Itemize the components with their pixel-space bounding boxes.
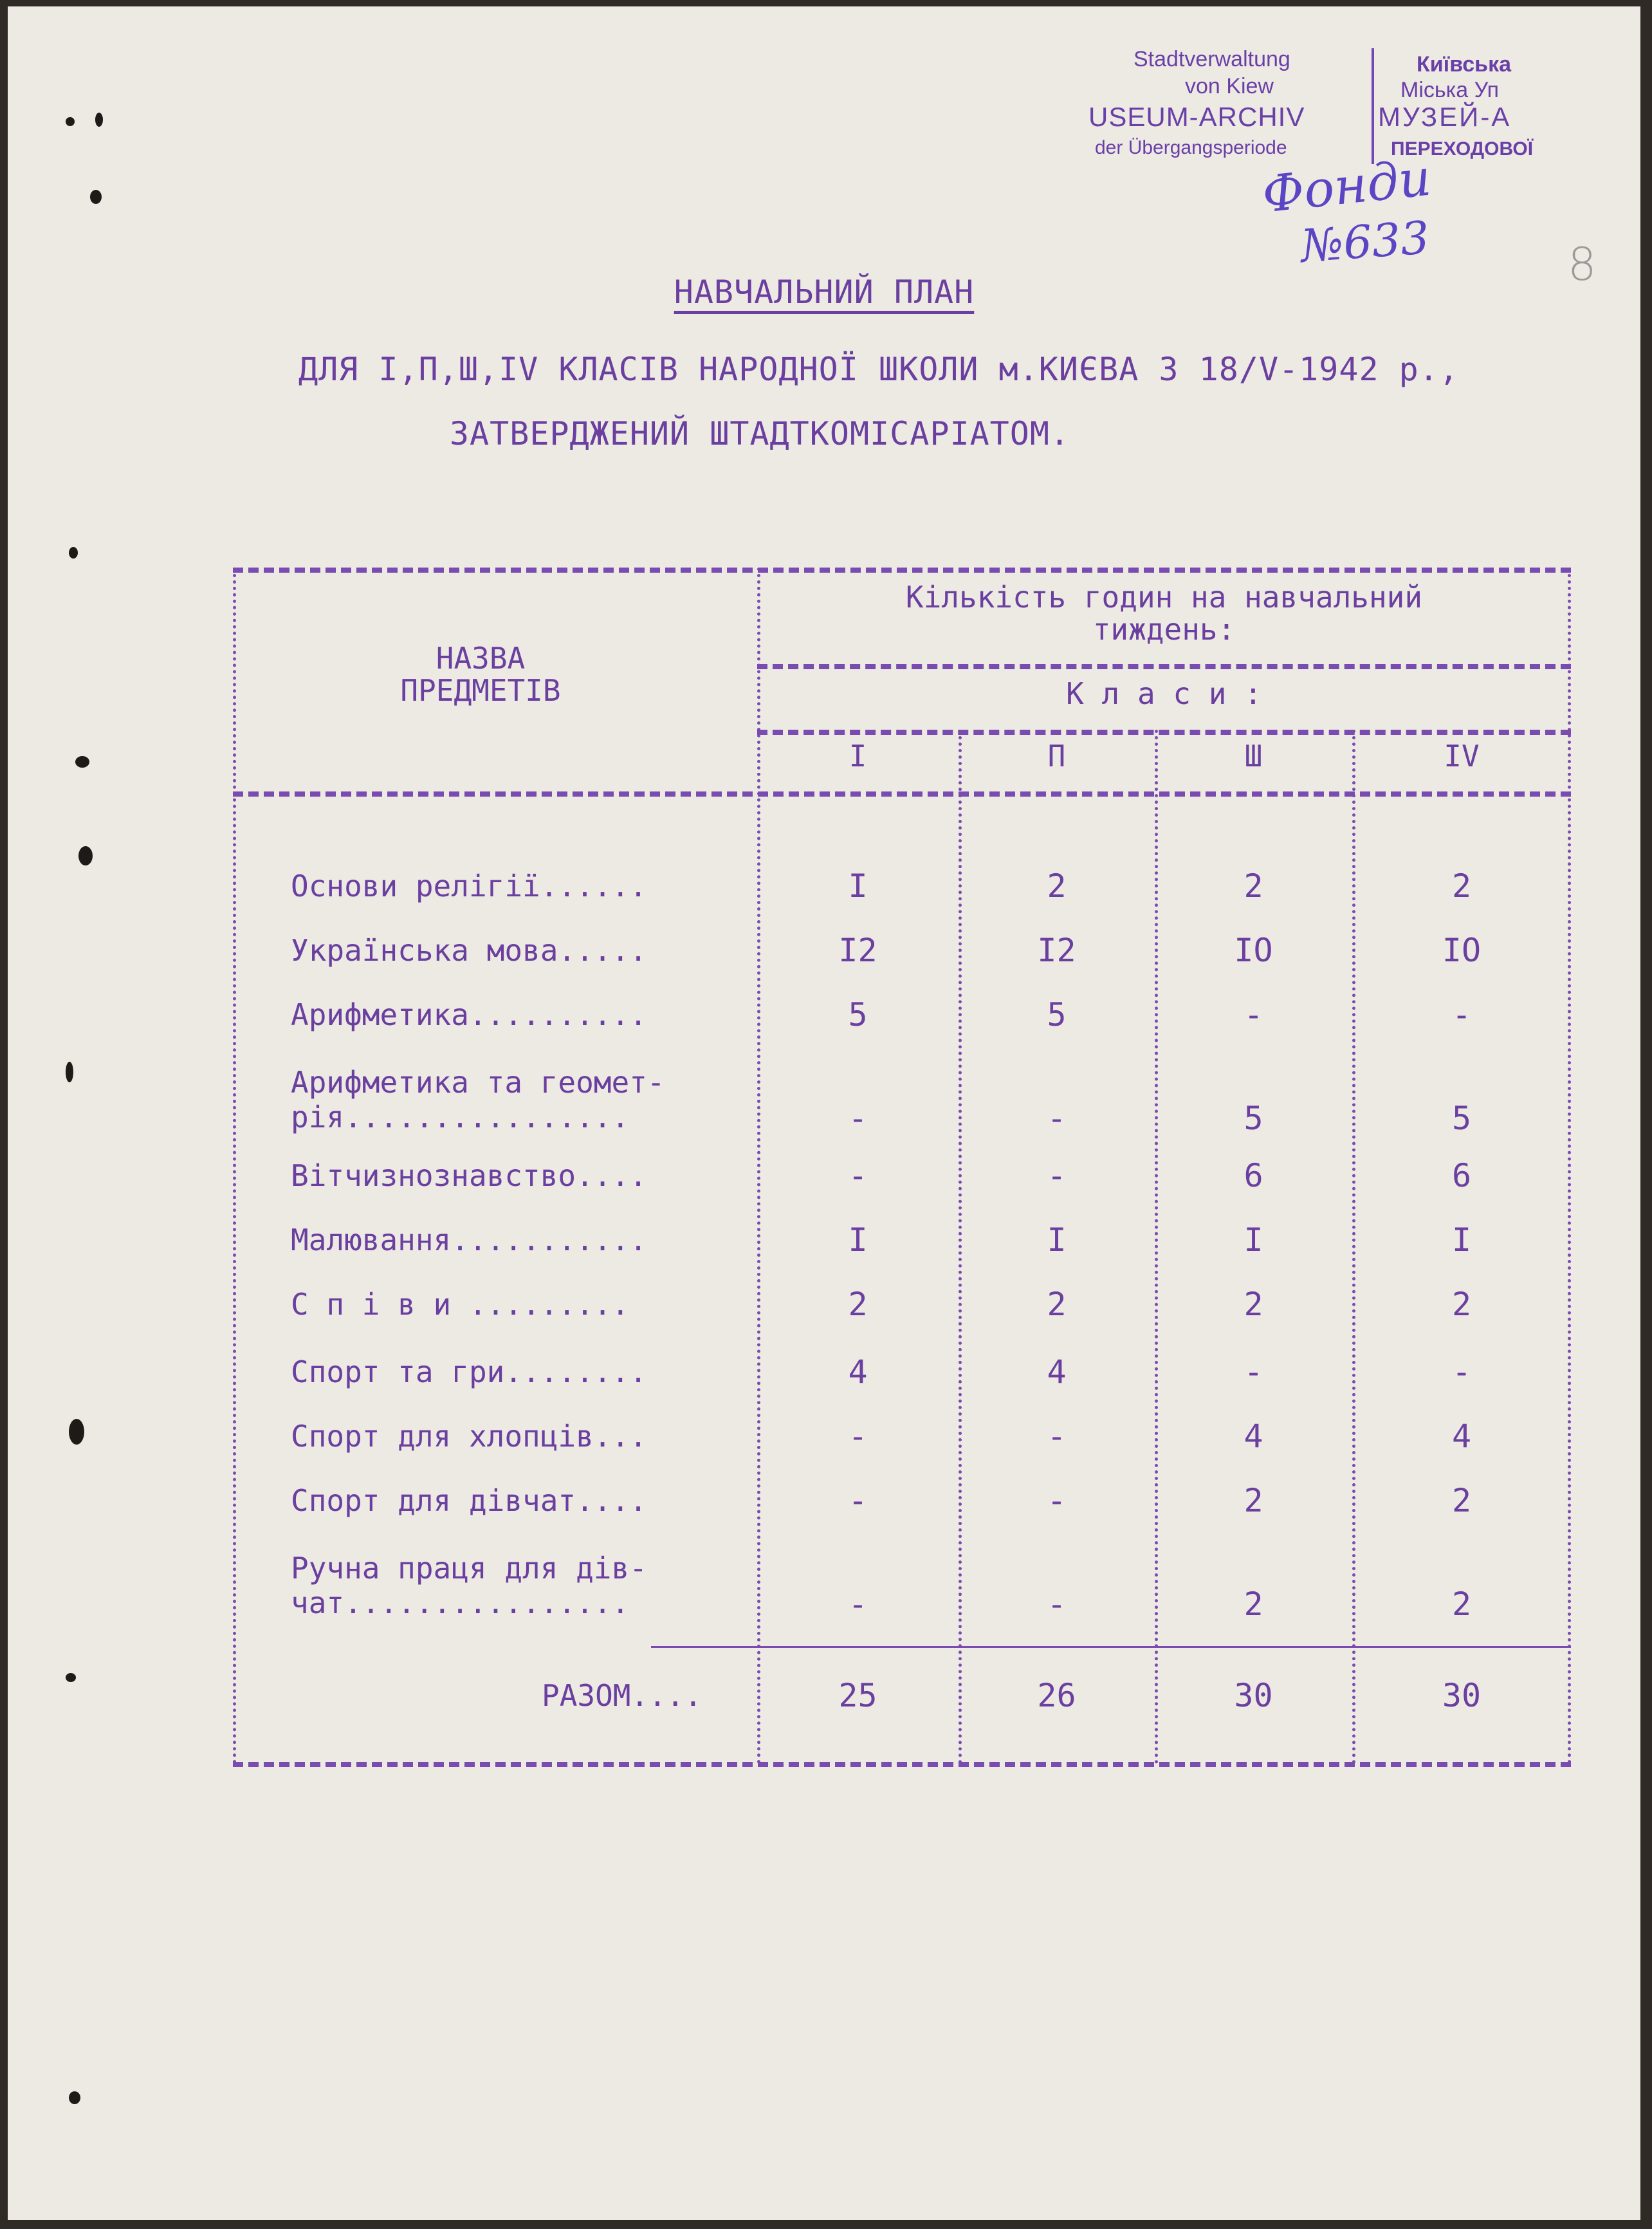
table-cell-hours: 4 bbox=[1451, 1418, 1472, 1455]
class-column-header: I bbox=[849, 739, 867, 773]
table-header-bottom-rule bbox=[233, 791, 1571, 797]
table-cell-hours: - bbox=[1451, 1353, 1472, 1391]
table-cell-hours: - bbox=[848, 1586, 868, 1623]
table-cell-hours: 2 bbox=[1047, 1286, 1067, 1323]
total-underline bbox=[651, 1646, 1571, 1648]
table-row-subject: Арифметика.......... bbox=[291, 997, 647, 1032]
table-cell-hours: - bbox=[1451, 996, 1472, 1033]
table-cell-hours: I bbox=[848, 867, 868, 905]
table-cell-hours: - bbox=[848, 1100, 868, 1137]
binding-hole bbox=[78, 846, 93, 865]
table-row-subject: рія................ bbox=[291, 1100, 630, 1134]
total-label: РАЗОМ.... bbox=[542, 1678, 702, 1713]
table-row-subject: Основи релігії...... bbox=[291, 869, 647, 903]
table-cell-hours: - bbox=[1047, 1418, 1067, 1455]
table-cell-hours: - bbox=[848, 1418, 868, 1455]
table-cell-hours: I bbox=[848, 1221, 868, 1259]
total-hours-value: 30 bbox=[1442, 1677, 1482, 1714]
table-cell-hours: 6 bbox=[1244, 1157, 1263, 1194]
table-cell-hours: 2 bbox=[1451, 1586, 1472, 1623]
table-row-subject: Малювання........... bbox=[291, 1223, 647, 1257]
table-row-subject: Ручна праця для дів- bbox=[291, 1551, 647, 1586]
table-row-subject: Спорт для хлопців... bbox=[291, 1419, 647, 1454]
table-cell-hours: I2 bbox=[838, 932, 877, 969]
table-hours-rule bbox=[757, 664, 1571, 669]
table-cell-hours: IO bbox=[1442, 932, 1482, 969]
hours-header-line-2: тиждень: bbox=[1092, 612, 1236, 647]
stamp-de-line-4: der Übergangsperiode bbox=[1095, 137, 1287, 158]
table-cell-hours: - bbox=[1047, 1157, 1067, 1194]
table-cell-hours: 2 bbox=[1244, 1286, 1263, 1323]
total-hours-value: 26 bbox=[1037, 1677, 1076, 1714]
table-cell-hours: 2 bbox=[1451, 1286, 1472, 1323]
handwritten-page-number: 8 bbox=[1568, 238, 1597, 291]
table-row-subject: Арифметика та геомет- bbox=[291, 1065, 665, 1100]
table-cell-hours: 2 bbox=[1244, 1586, 1263, 1623]
handwritten-fund-number: №633 bbox=[1299, 211, 1431, 273]
table-cell-hours: I bbox=[1244, 1221, 1263, 1259]
table-cell-hours: 4 bbox=[1244, 1418, 1263, 1455]
binding-hole bbox=[66, 1673, 76, 1682]
classes-header: К л а с и : bbox=[1066, 676, 1262, 711]
table-cell-hours: - bbox=[848, 1482, 868, 1519]
stamp-de-line-2: von Kiew bbox=[1185, 74, 1274, 98]
table-cell-hours: 5 bbox=[1451, 1100, 1472, 1137]
table-cell-hours: 4 bbox=[1047, 1353, 1067, 1391]
table-cell-hours: IO bbox=[1234, 932, 1273, 969]
table-cell-hours: I bbox=[1451, 1221, 1472, 1259]
class-column-header: Ш bbox=[1244, 739, 1263, 773]
document-page bbox=[8, 6, 1640, 2220]
stamp-ua-line-2: Міська Уп bbox=[1400, 78, 1500, 102]
table-cell-hours: 2 bbox=[1244, 867, 1263, 905]
table-cell-hours: I bbox=[1047, 1221, 1067, 1259]
stamp-de-line-3: USEUM-ARCHIV bbox=[1088, 102, 1305, 132]
table-cell-hours: 2 bbox=[1047, 867, 1067, 905]
table-row-subject: Спорт та гри........ bbox=[291, 1355, 647, 1389]
table-row-subject: Вітчизнознавство.... bbox=[291, 1158, 647, 1193]
binding-hole bbox=[66, 1062, 73, 1082]
stamp-ua-line-3: МУЗЕЙ-А bbox=[1378, 102, 1512, 132]
table-cell-hours: 4 bbox=[848, 1353, 868, 1391]
table-cell-hours: - bbox=[1047, 1482, 1067, 1519]
binding-hole bbox=[95, 113, 103, 127]
table-cell-hours: - bbox=[1244, 1353, 1263, 1391]
stamp-ua-line-1: Київська bbox=[1417, 52, 1512, 77]
table-bottom-rule bbox=[233, 1762, 1571, 1767]
document-title: НАВЧАЛЬНИЙ ПЛАН bbox=[674, 273, 975, 311]
table-classes-rule bbox=[757, 730, 1571, 735]
table-cell-hours: 5 bbox=[1047, 996, 1067, 1033]
table-top-rule bbox=[233, 568, 1571, 573]
subject-header-line-1: НАЗВА bbox=[436, 641, 526, 676]
table-cell-hours: 2 bbox=[1244, 1482, 1263, 1519]
table-cell-hours: - bbox=[1244, 996, 1263, 1033]
document-approval-line: ЗАТВЕРДЖЕНИЙ ШТАДТКОМІСАРІАТОМ. bbox=[449, 415, 1070, 452]
stamp-ua-line-4: ПЕРЕХОДОВОЇ bbox=[1391, 138, 1534, 160]
binding-hole bbox=[66, 117, 75, 126]
binding-hole bbox=[69, 2091, 80, 2104]
class-column-header: П bbox=[1047, 739, 1066, 773]
stamp-divider bbox=[1372, 48, 1374, 164]
table-cell-hours: - bbox=[1047, 1100, 1067, 1137]
table-cell-hours: - bbox=[1047, 1586, 1067, 1623]
table-left-border bbox=[233, 568, 236, 1764]
table-cell-hours: I2 bbox=[1037, 932, 1076, 969]
total-hours-value: 30 bbox=[1234, 1677, 1273, 1714]
class-column-header: IV bbox=[1444, 739, 1480, 773]
hours-header-line-1: Кількість годин на навчальний bbox=[905, 580, 1423, 615]
table-cell-hours: 6 bbox=[1451, 1157, 1472, 1194]
table-cell-hours: 2 bbox=[1451, 1482, 1472, 1519]
table-row-subject: С п і в и ......... bbox=[291, 1287, 630, 1322]
binding-hole bbox=[69, 1419, 84, 1445]
subject-header-line-2: ПРЕДМЕТІВ bbox=[400, 673, 561, 708]
table-row-subject: Спорт для дівчат.... bbox=[291, 1483, 647, 1518]
table-cell-hours: 2 bbox=[1451, 867, 1472, 905]
handwritten-fund-word: Фонди bbox=[1260, 149, 1434, 225]
binding-hole bbox=[90, 190, 102, 204]
table-cell-hours: - bbox=[848, 1157, 868, 1194]
total-hours-value: 25 bbox=[838, 1677, 877, 1714]
table-row-subject: чат................ bbox=[291, 1586, 630, 1620]
table-cell-hours: 2 bbox=[848, 1286, 868, 1323]
binding-hole bbox=[75, 756, 89, 768]
table-cell-hours: 5 bbox=[848, 996, 868, 1033]
table-cell-hours: 5 bbox=[1244, 1100, 1263, 1137]
document-subtitle: ДЛЯ I,П,Ш,IV КЛАСІВ НАРОДНОЇ ШКОЛИ м.КИЄВА З 18/V-1942 р., bbox=[298, 351, 1459, 388]
table-row-subject: Українська мова..... bbox=[291, 933, 647, 968]
stamp-de-line-1: Stadtverwaltung bbox=[1133, 47, 1290, 71]
binding-hole bbox=[69, 547, 78, 559]
